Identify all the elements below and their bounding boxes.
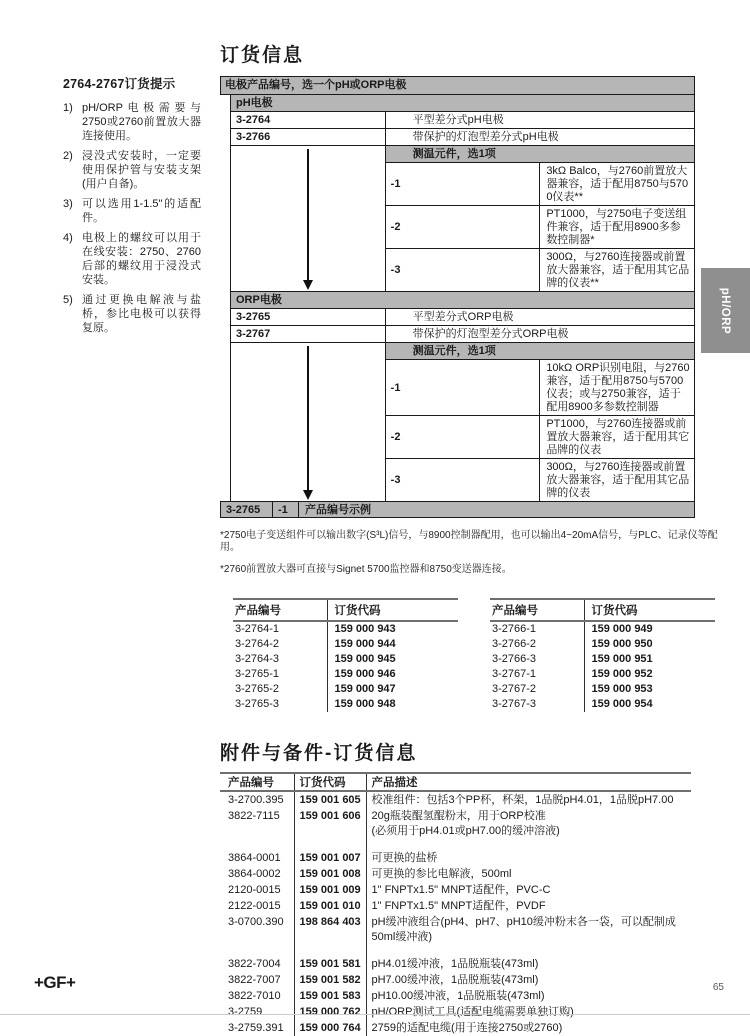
order-code-table (490, 598, 715, 712)
order-code: 159 001 007 (294, 850, 366, 866)
product-number: 3-2764-1 (233, 621, 327, 637)
main-content (220, 40, 720, 1036)
accessories-table-head (220, 773, 691, 791)
product-code: 3-2767 (231, 326, 386, 343)
options-header-row (231, 343, 695, 360)
table-row (490, 667, 715, 682)
example-label: 产品编号示例 (298, 501, 695, 518)
table-row (220, 1020, 691, 1036)
product-number: 3864-0001 (220, 850, 294, 866)
product-number: 3822-7004 (220, 956, 294, 972)
table-row (220, 898, 691, 914)
order-code-table-head (233, 599, 458, 621)
accessories-table (220, 772, 691, 1036)
description-line: 1" FNPTx1.5" MNPT适配件，PVDF (371, 900, 546, 912)
footnotes (220, 530, 720, 576)
option-description: 300Ω，与2760连接器或前置放大器兼容，适于配用其它品牌的仪表** (540, 249, 695, 292)
selector-table-header: 电极产品编号，选一个pH或ORP电极 (220, 76, 695, 95)
option-code: -3 (385, 249, 540, 292)
note-number: 3) (63, 198, 73, 210)
sidebar-note (63, 149, 201, 191)
arrow-cell (231, 343, 386, 502)
table-row (233, 621, 458, 637)
table-row (490, 637, 715, 652)
options-header-row (231, 146, 695, 163)
note-number: 1) (63, 102, 73, 114)
product-number: 3-2767-2 (490, 682, 584, 697)
product-number: 3-2767-3 (490, 697, 584, 712)
order-code: 159 000 943 (334, 623, 396, 635)
description-line: pH4.01缓冲液，1品脱瓶装(473ml) (371, 958, 539, 970)
note-number: 4) (63, 232, 73, 244)
product-description (366, 956, 691, 972)
product-row (231, 309, 695, 326)
description-line: 1" FNPTx1.5" MNPT适配件，PVC-C (371, 884, 551, 896)
accessories-table-body (220, 791, 691, 1036)
option-code: -1 (385, 163, 540, 206)
product-number: 3822-7010 (220, 988, 294, 1004)
note-text: 可以选用1-1.5"的适配件。 (82, 198, 201, 224)
table-row (490, 697, 715, 712)
order-code: 159 001 605 (294, 791, 366, 808)
description-line: 2759的适配电缆(用于连接2750或2760) (371, 1022, 563, 1034)
order-code: 159 000 946 (334, 668, 396, 680)
order-code: 159 001 009 (294, 882, 366, 898)
footnote: *2760前置放大器可直接与Signet 5700监控器和8750变送器连接。 (220, 564, 512, 575)
table-row (490, 621, 715, 637)
sidebar-note (63, 231, 201, 287)
description-line: 校准组件：包括3个PP杯，杯架，1品脱pH4.01，1品脱pH7.00 (371, 794, 674, 806)
order-code: 159 000 762 (294, 1004, 366, 1020)
product-number: 3-2765-2 (233, 682, 327, 697)
order-code: 159 000 945 (334, 653, 396, 665)
product-number: 3-2767-1 (490, 667, 584, 682)
order-code-table-body (490, 621, 715, 712)
product-number: 2120-0015 (220, 882, 294, 898)
order-code: 159 001 581 (294, 956, 366, 972)
page-title: 订货信息 (220, 45, 305, 66)
order-code: 159 001 606 (294, 808, 366, 850)
option-description: PT1000，与2760连接器或前置放大器兼容，适于配用其它品牌的仪表 (540, 416, 695, 459)
order-code: 159 001 582 (294, 972, 366, 988)
description-line: pH10.00缓冲液，1品脱瓶装(473ml) (371, 990, 545, 1002)
product-number: 3-2700.395 (220, 791, 294, 808)
product-description (366, 1020, 691, 1036)
table-row (233, 652, 458, 667)
sidebar-note (63, 197, 201, 225)
product-number: 3-2765-3 (233, 697, 327, 712)
product-description (366, 850, 691, 866)
description-line: 可更换的盐桥 (371, 852, 438, 864)
option-code: -1 (385, 360, 540, 416)
product-description (366, 882, 691, 898)
product-description: 平型差分式ORP电极 (385, 309, 694, 326)
note-text: 浸没式安装时，一定要使用保护管与安装支架(用户自备)。 (82, 150, 201, 190)
option-description: 3kΩ Balco，与2760前置放大器兼容，适于配用8750与5700仪表** (540, 163, 695, 206)
product-description (366, 898, 691, 914)
note-text: pH/ORP电极需要与2750或2760前置放大器连接使用。 (82, 102, 201, 142)
option-code: -3 (385, 459, 540, 502)
chapter-tab-ph-orp (701, 268, 750, 353)
table-row (220, 866, 691, 882)
chapter-tab-label: pH/ORP (719, 287, 732, 334)
product-number: 3822-7007 (220, 972, 294, 988)
gf-logo: +GF+ (34, 973, 76, 992)
column-header: 订货代码 (584, 599, 715, 621)
table-row (233, 697, 458, 712)
order-code: 159 001 008 (294, 866, 366, 882)
order-code: 159 000 764 (294, 1020, 366, 1036)
order-code-table-body (233, 621, 458, 712)
product-code: 3-2764 (231, 112, 386, 129)
accessories-title: 附件与备件-订货信息 (220, 743, 418, 764)
product-description (366, 808, 691, 850)
order-code: 159 001 010 (294, 898, 366, 914)
group-header-row (231, 95, 695, 112)
order-code: 159 000 950 (591, 638, 653, 650)
order-code: 159 000 952 (591, 668, 653, 680)
product-number: 3-0700.390 (220, 914, 294, 956)
product-number: 3-2764-3 (233, 652, 327, 667)
table-row (220, 850, 691, 866)
table-row (220, 988, 691, 1004)
product-description (366, 791, 691, 808)
table-row (233, 667, 458, 682)
group-label: pH电极 (231, 95, 695, 112)
page-number: 65 (712, 982, 724, 993)
note-text: 电极上的螺纹可以用于在线安装：2750、2760后部的螺纹用于浸没式安装。 (82, 232, 201, 286)
column-header: 产品描述 (366, 773, 691, 791)
product-number: 3-2766-2 (490, 637, 584, 652)
group-label: ORP电极 (231, 292, 695, 309)
product-description: 带保护的灯泡型差分式ORP电极 (385, 326, 694, 343)
description-line: (必须用于pH4.01或pH7.00的缓冲溶液) (371, 825, 560, 837)
note-number: 2) (63, 150, 73, 162)
arrow-cell (231, 146, 386, 292)
product-code: 3-2765 (231, 309, 386, 326)
column-header: 订货代码 (294, 773, 366, 791)
header-row (490, 599, 715, 621)
product-row (231, 112, 695, 129)
note-text: 通过更换电解液与盐桥，参比电极可以获得复原。 (82, 294, 201, 334)
options-header-label: 测温元件，选1项 (385, 146, 694, 163)
bottom-rule (0, 1014, 750, 1015)
table-row (220, 791, 691, 808)
table-row (233, 637, 458, 652)
table-row (220, 972, 691, 988)
selector-table (231, 95, 695, 502)
description-line: 20g瓶装醌氢醌粉末，用于ORP校准 (371, 810, 546, 822)
order-code-table (233, 598, 458, 712)
down-arrow-icon (307, 346, 309, 490)
product-description (366, 866, 691, 882)
options-header-label: 测温元件，选1项 (385, 343, 694, 360)
table-row (220, 914, 691, 956)
product-number: 3-2765-1 (233, 667, 327, 682)
sidebar-note (63, 293, 201, 335)
table-row (220, 1004, 691, 1020)
column-header: 订货代码 (327, 599, 458, 621)
accessories-table-head-row (220, 773, 691, 791)
order-code-table-head (490, 599, 715, 621)
product-number: 3-2759.391 (220, 1020, 294, 1036)
product-number: 3864-0002 (220, 866, 294, 882)
description-line: pH/ORP测试工具(适配电缆需要单独订购) (371, 1006, 574, 1018)
option-description: 300Ω，与2760连接器或前置放大器兼容，适于配用其它品牌的仪表 (540, 459, 695, 502)
selector-table-grid (230, 94, 695, 502)
note-number: 5) (63, 294, 73, 306)
column-header: 产品编号 (233, 599, 327, 621)
order-code: 159 000 954 (591, 698, 653, 710)
table-row (233, 682, 458, 697)
product-description: 带保护的灯泡型差分式pH电极 (385, 129, 694, 146)
product-description (366, 914, 691, 956)
order-code: 159 000 947 (334, 683, 396, 695)
table-row (220, 808, 691, 850)
product-code: 3-2766 (231, 129, 386, 146)
description-line: pH缓冲液组合(pH4、pH7、pH10缓冲粉末各一袋，可以配制成 (371, 916, 676, 928)
option-description: 10kΩ ORP识别电阻，与2760兼容，适于配用8750与5700仪表；或与2750兼容，适于配用8900多参数控制器 (540, 360, 695, 416)
product-number: 3-2766-3 (490, 652, 584, 667)
product-description: 平型差分式pH电极 (385, 112, 694, 129)
product-description (366, 988, 691, 1004)
down-arrow-icon (307, 149, 309, 280)
table-row (490, 682, 715, 697)
product-description (366, 1004, 691, 1020)
table-row (220, 956, 691, 972)
order-code: 159 001 583 (294, 988, 366, 1004)
product-number: 3-2764-2 (233, 637, 327, 652)
order-code: 198 864 403 (294, 914, 366, 956)
sidebar-title: 2764-2767订货提示 (63, 77, 176, 91)
option-description: PT1000，与2750电子变送组件兼容，适于配用8900多参数控制器* (540, 206, 695, 249)
example-product-code: 3-2765 (220, 501, 273, 518)
order-code: 159 000 948 (334, 698, 396, 710)
column-header: 产品编号 (490, 599, 584, 621)
example-row (220, 501, 695, 518)
product-row (231, 129, 695, 146)
product-number: 3-2759 (220, 1004, 294, 1020)
electrode-selector-table (220, 76, 695, 518)
order-code: 159 000 951 (591, 653, 653, 665)
footnote: *2750电子变送组件可以输出数字(S³L)信号，与8900控制器配用，也可以输出4~20mA信号，与PLC、记录仪等配用。 (220, 530, 718, 553)
description-line: pH7.00缓冲液，1品脱瓶装(473ml) (371, 974, 539, 986)
column-header: 产品编号 (220, 773, 294, 791)
group-header-row (231, 292, 695, 309)
table-row (220, 882, 691, 898)
code-tables (233, 598, 720, 712)
description-line: 50ml缓冲液) (371, 931, 433, 943)
ordering-notes-sidebar (63, 74, 201, 341)
product-description (366, 972, 691, 988)
order-code: 159 000 944 (334, 638, 396, 650)
option-code: -2 (385, 206, 540, 249)
example-option-code: -1 (272, 501, 299, 518)
order-code: 159 000 953 (591, 683, 653, 695)
option-code: -2 (385, 416, 540, 459)
description-line: 可更换的参比电解液，500ml (371, 868, 512, 880)
product-row (231, 326, 695, 343)
header-row (233, 599, 458, 621)
sidebar-notes (63, 101, 201, 335)
order-code: 159 000 949 (591, 623, 653, 635)
product-number: 2122-0015 (220, 898, 294, 914)
product-number: 3-2766-1 (490, 621, 584, 637)
product-number: 3822-7115 (220, 808, 294, 850)
sidebar-note (63, 101, 201, 143)
table-row (490, 652, 715, 667)
